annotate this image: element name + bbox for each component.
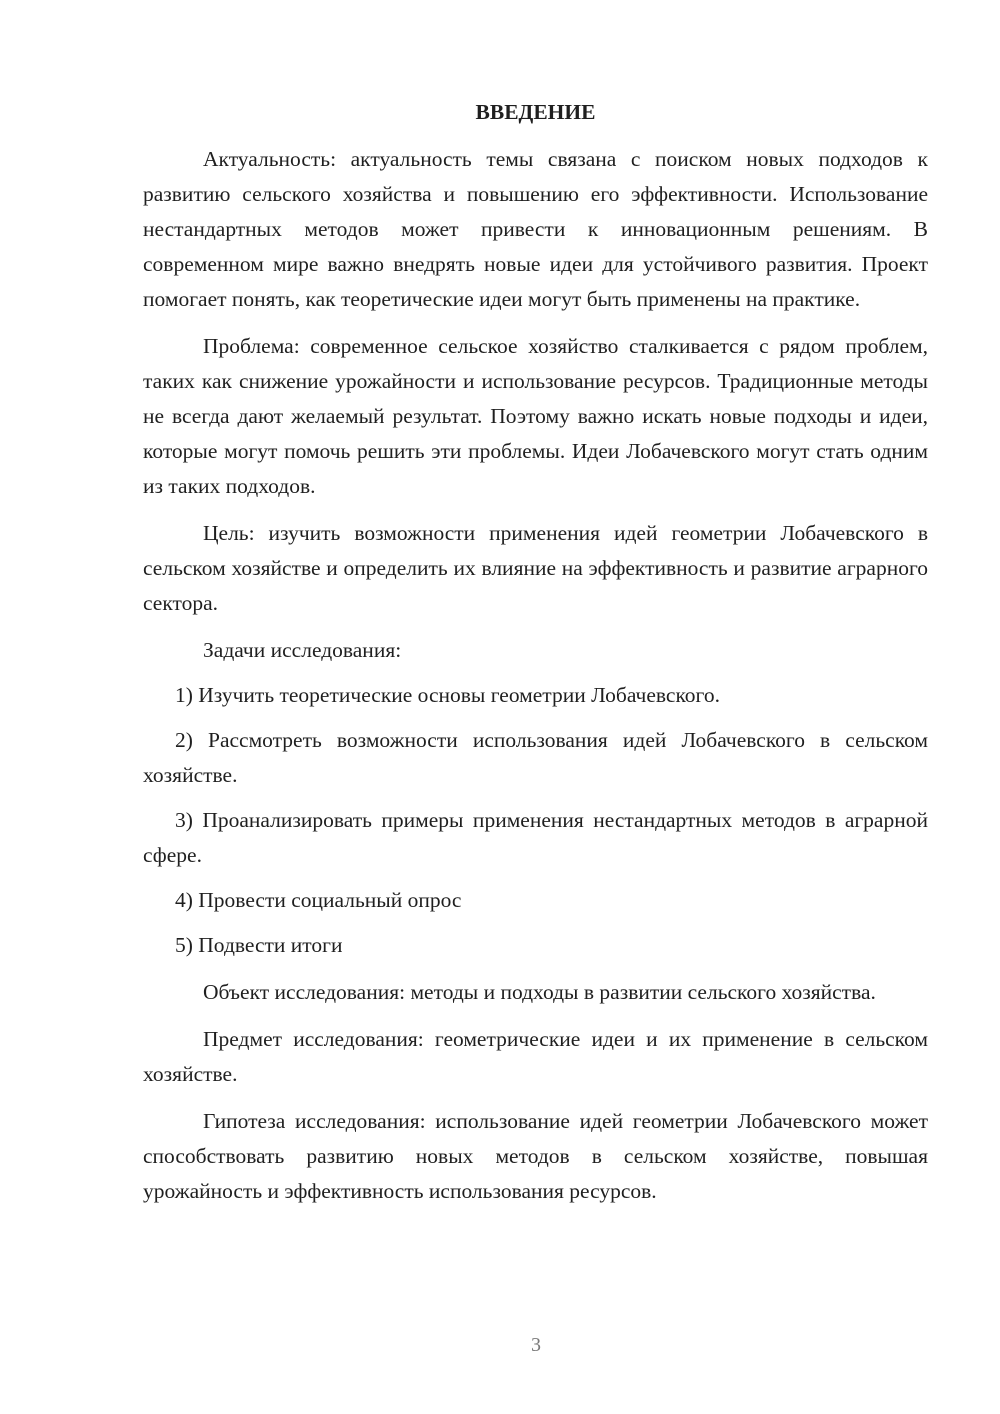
paragraph-hypothesis: Гипотеза исследования: использование идей геометрии Лобачевского может способствовать развитию новых методов в сельском хозяйстве, повышая урожайность и эффективность использования ресурсов. (143, 1109, 928, 1203)
paragraph-actuality: Актуальность: актуальность темы связана с поиском новых подходов к развитию сельского хозяйства и повышению его эффективности. Использование нестандартных методов может привести к инновационным решениям. В современном мире важно внедрять новые идеи для устойчивого развития. Проект помогает понять, как теоретические идеи могут быть применены на практике. (143, 147, 928, 311)
tasks-list (143, 678, 928, 963)
list-item: 3) Проанализировать примеры применения нестандартных методов в аграрной сфере. (143, 808, 928, 867)
list-item: 1) Изучить теоретические основы геометрии Лобачевского. (175, 683, 720, 707)
paragraph-problem: Проблема: современное сельское хозяйство сталкивается с рядом проблем, таких как снижение урожайности и использование ресурсов. Традиционные методы не всегда дают желаемый результат. Поэтому важно искать новые подходы и идеи, которые могут помочь решить эти проблемы. Идеи Лобачевского могут стать одним из таких подходов. (143, 334, 928, 498)
paragraph-goal: Цель: изучить возможности применения идей геометрии Лобачевского в сельском хозяйстве и определить их влияние на эффективность и развитие аграрного сектора. (143, 521, 928, 615)
paragraph-object: Объект исследования: методы и подходы в развитии сельского хозяйства. (203, 980, 876, 1004)
tasks-heading: Задачи исследования: (203, 638, 402, 662)
list-item: 5) Подвести итоги (175, 933, 343, 957)
document-page (143, 95, 928, 1209)
page-number: 3 (531, 1334, 541, 1356)
list-item: 2) Рассмотреть возможности использования идей Лобачевского в сельском хозяйстве. (143, 728, 928, 787)
paragraph-subject: Предмет исследования: геометрические идеи и их применение в сельском хозяйстве. (143, 1027, 928, 1086)
list-item: 4) Провести социальный опрос (175, 888, 462, 912)
section-title: ВВЕДЕНИЕ (475, 100, 596, 124)
